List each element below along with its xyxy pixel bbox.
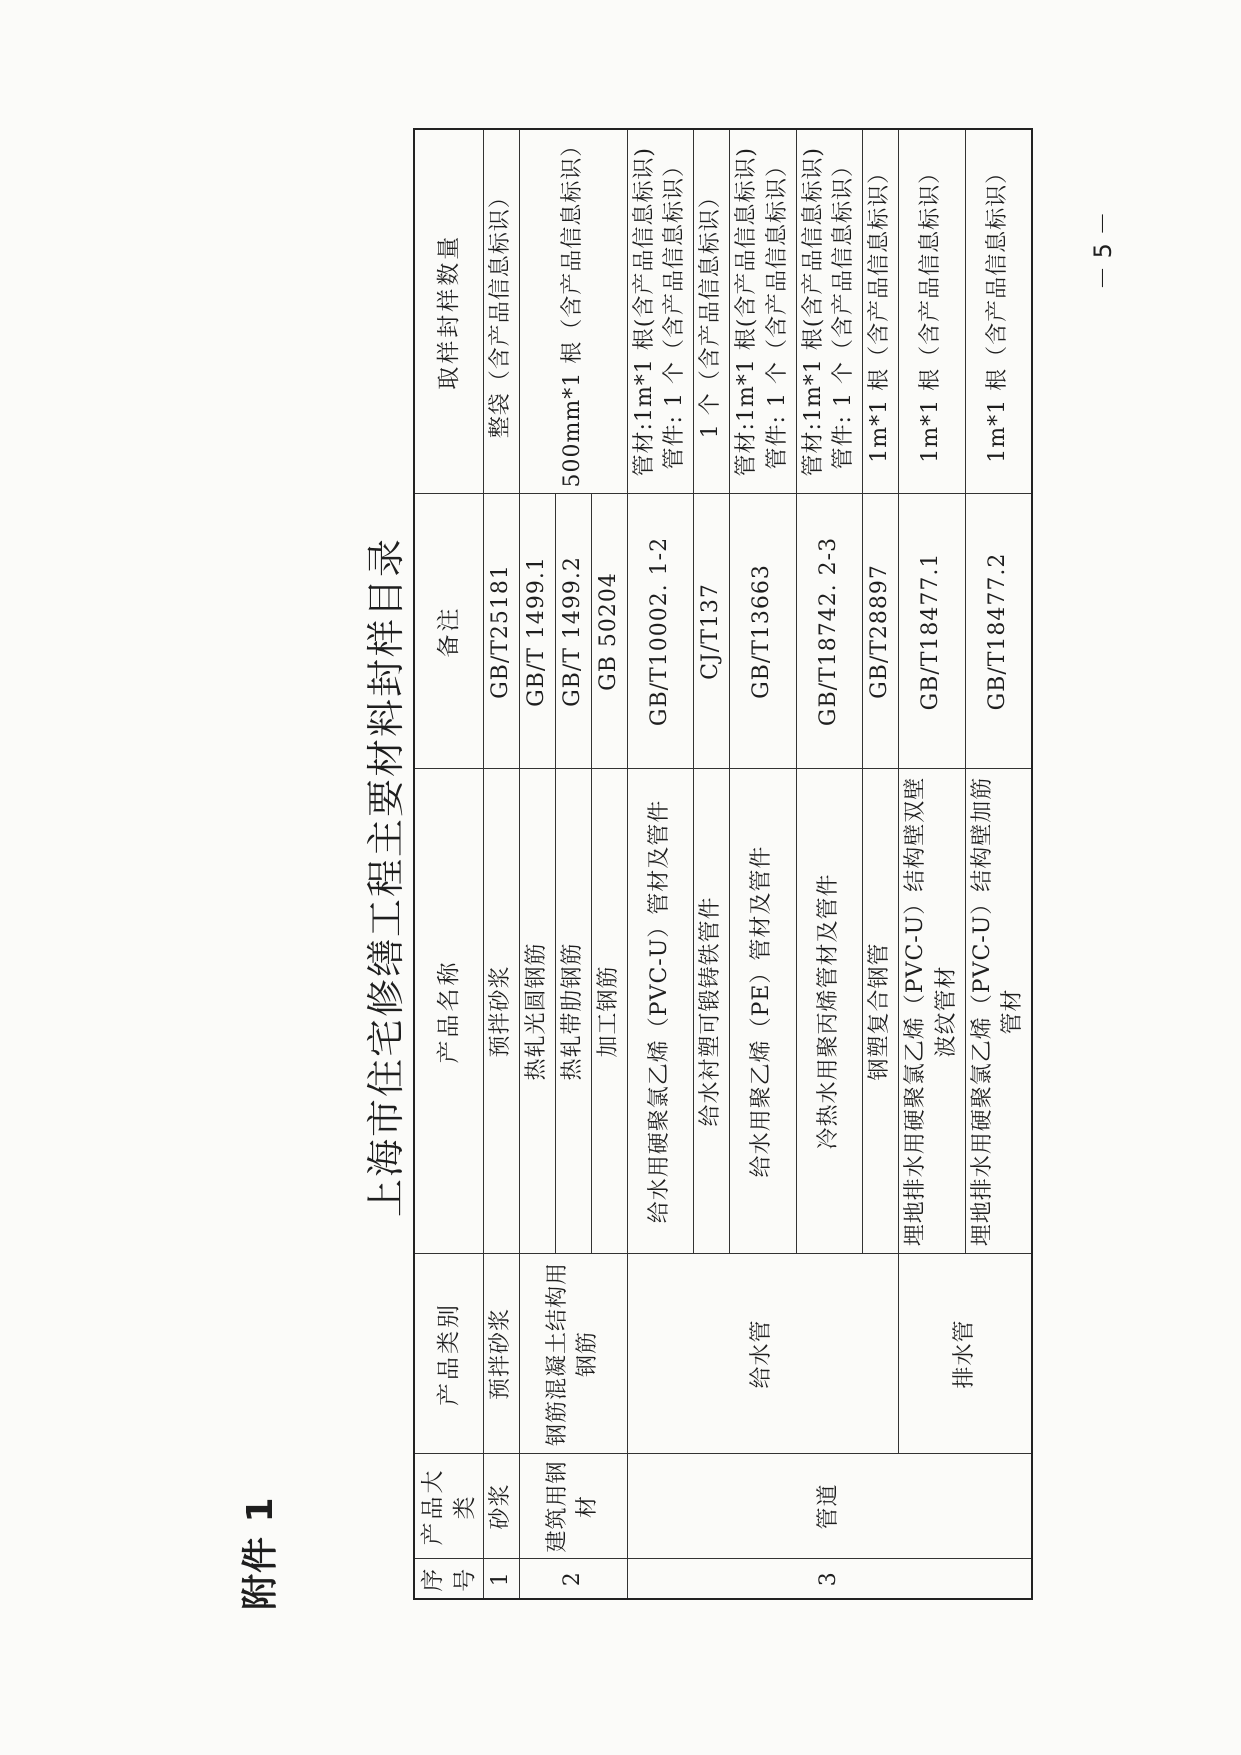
product-name-cell: 给水用聚乙烯（PE）管材及管件 [729,769,796,1254]
product-name-cell: 预拌砂浆 [484,769,520,1254]
product-name-cell: 钢塑复合钢管 [863,769,899,1254]
sample-qty-line: 管件: 1 个（含产品信息标识） [662,154,688,470]
sample-qty-line: 管件: 1 个（含产品信息标识） [764,154,790,470]
sample-qty-cell [627,129,694,494]
sample-qty-line: 管材:1m*1 根(含产品信息标识) [800,147,826,477]
major-class-cell: 建筑用钢材 [520,1454,627,1559]
sample-qty-cell: 整袋（含产品信息标识） [484,129,520,494]
product-name-cell: 热轧光圆钢筋 [520,769,556,1254]
sample-qty-line: 管材:1m*1 根(含产品信息标识) [733,147,759,477]
remark-cell: GB/T18477.1 [898,494,965,769]
category-cell: 钢筋混凝土结构用钢筋 [520,1254,627,1454]
sample-qty-cell [796,129,863,494]
sample-qty-cell: 1m*1 根（含产品信息标识） [898,129,965,494]
category-cell: 排水管 [898,1254,1032,1454]
sample-qty-cell: 1m*1 根（含产品信息标识） [965,129,1032,494]
document-title: 上海市住宅修缮工程主要材料封样目录 [364,537,408,1218]
category-cell: 给水管 [627,1254,898,1454]
attachment-label: 附件 1 [240,1496,281,1610]
header-major-class: 产品大类 [414,1454,484,1559]
product-name-cell: 埋地排水用硬聚氯乙烯（PVC-U）结构壁加筋管材 [965,769,1032,1254]
table-row [898,129,965,1599]
remark-cell: GB/T 1499.2 [555,494,591,769]
category-cell: 预拌砂浆 [484,1254,520,1454]
seq-cell: 1 [484,1559,520,1599]
materials-catalog-table [413,128,1033,1600]
header-remark: 备注 [414,494,484,769]
page-number: － 5 － [1089,211,1117,290]
seq-cell: 3 [627,1559,1032,1599]
product-name-cell: 热轧带肋钢筋 [555,769,591,1254]
sample-qty-line: 管材:1m*1 根(含产品信息标识) [631,147,657,477]
product-name-cell: 埋地排水用硬聚氯乙烯（PVC-U）结构壁双壁波纹管材 [898,769,965,1254]
table-row [484,129,520,1599]
sample-qty-cell: 1 个（含产品信息标识） [694,129,730,494]
product-name-cell: 给水用硬聚氯乙烯（PVC-U）管材及管件 [627,769,694,1254]
remark-cell: GB/T13663 [729,494,796,769]
remark-cell: GB/T 1499.1 [520,494,556,769]
remark-cell: CJ/T137 [694,494,730,769]
major-class-cell: 砂浆 [484,1454,520,1559]
table-row [520,129,556,1599]
remark-cell: GB/T25181 [484,494,520,769]
product-name-cell: 加工钢筋 [591,769,627,1254]
sample-qty-cell: 500mm*1 根（含产品信息标识） [520,129,627,494]
header-name: 产品名称 [414,769,484,1254]
table-row [627,129,694,1599]
sample-qty-line: 管件: 1 个（含产品信息标识） [831,154,857,470]
remark-cell: GB/T18477.2 [965,494,1032,769]
remark-cell: GB/T28897 [863,494,899,769]
remark-cell: GB 50204 [591,494,627,769]
major-class-cell: 管道 [627,1454,1032,1559]
remark-cell: GB/T18742. 2-3 [796,494,863,769]
sample-qty-cell [729,129,796,494]
header-sample-qty: 取样封样数量 [414,129,484,494]
header-seq: 序号 [414,1559,484,1599]
seq-cell: 2 [520,1559,627,1599]
sample-qty-cell: 1m*1 根（含产品信息标识） [863,129,899,494]
header-row [414,129,484,1599]
product-name-cell: 给水衬塑可锻铸铁管件 [694,769,730,1254]
remark-cell: GB/T10002. 1-2 [627,494,694,769]
product-name-cell: 冷热水用聚丙烯管材及管件 [796,769,863,1254]
header-category: 产品类别 [414,1254,484,1454]
